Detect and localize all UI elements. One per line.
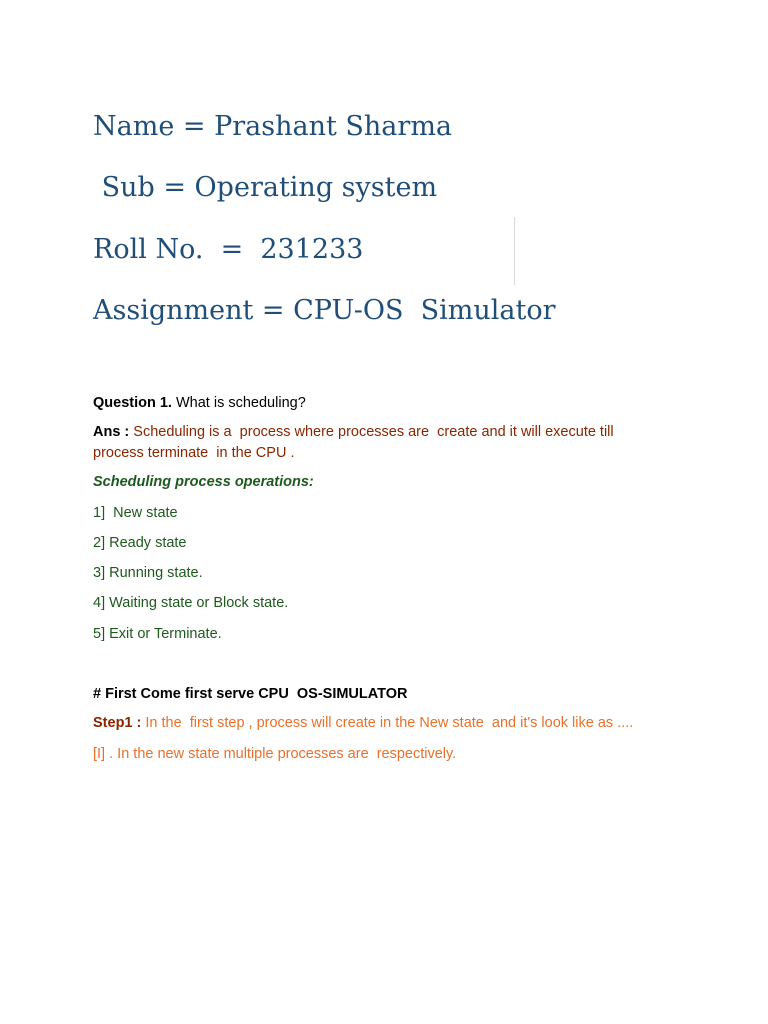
operation-item: 4] Waiting state or Block state. [93, 595, 289, 611]
roll-number-heading: Roll No. = 231233 [93, 234, 364, 265]
step1-text: In the first step , process will create in the New state and it's look like as .... [145, 715, 634, 731]
question-text: What is scheduling? [171, 395, 306, 411]
answer-text-2: process terminate in the CPU . [93, 445, 295, 461]
step1-note: [I] . In the new state multiple processes are respectively. [93, 746, 457, 762]
operation-item: 5] Exit or Terminate. [93, 626, 222, 642]
answer-text-1: Scheduling is a process where processes are create and it will execute till [133, 424, 614, 440]
fcfs-title: # First Come first serve CPU OS-SIMULATOR [93, 686, 408, 702]
operations-title: Scheduling process operations: [93, 474, 314, 490]
question-label: Question 1. [93, 395, 172, 411]
question-line [93, 393, 306, 413]
name-heading: Name = Prashant Sharma [93, 111, 453, 142]
operation-item: 3] Running state. [93, 565, 203, 581]
vertical-divider [514, 217, 515, 285]
step1-line [93, 713, 633, 733]
answer-label: Ans : [93, 424, 134, 440]
step1-label: Step1 : [93, 715, 146, 731]
subject-heading: Sub = Operating system [93, 172, 438, 203]
operation-item: 1] New state [93, 505, 178, 521]
answer-line-1 [93, 422, 614, 442]
assignment-heading: Assignment = CPU-OS Simulator [93, 295, 556, 326]
operation-item: 2] Ready state [93, 535, 187, 551]
